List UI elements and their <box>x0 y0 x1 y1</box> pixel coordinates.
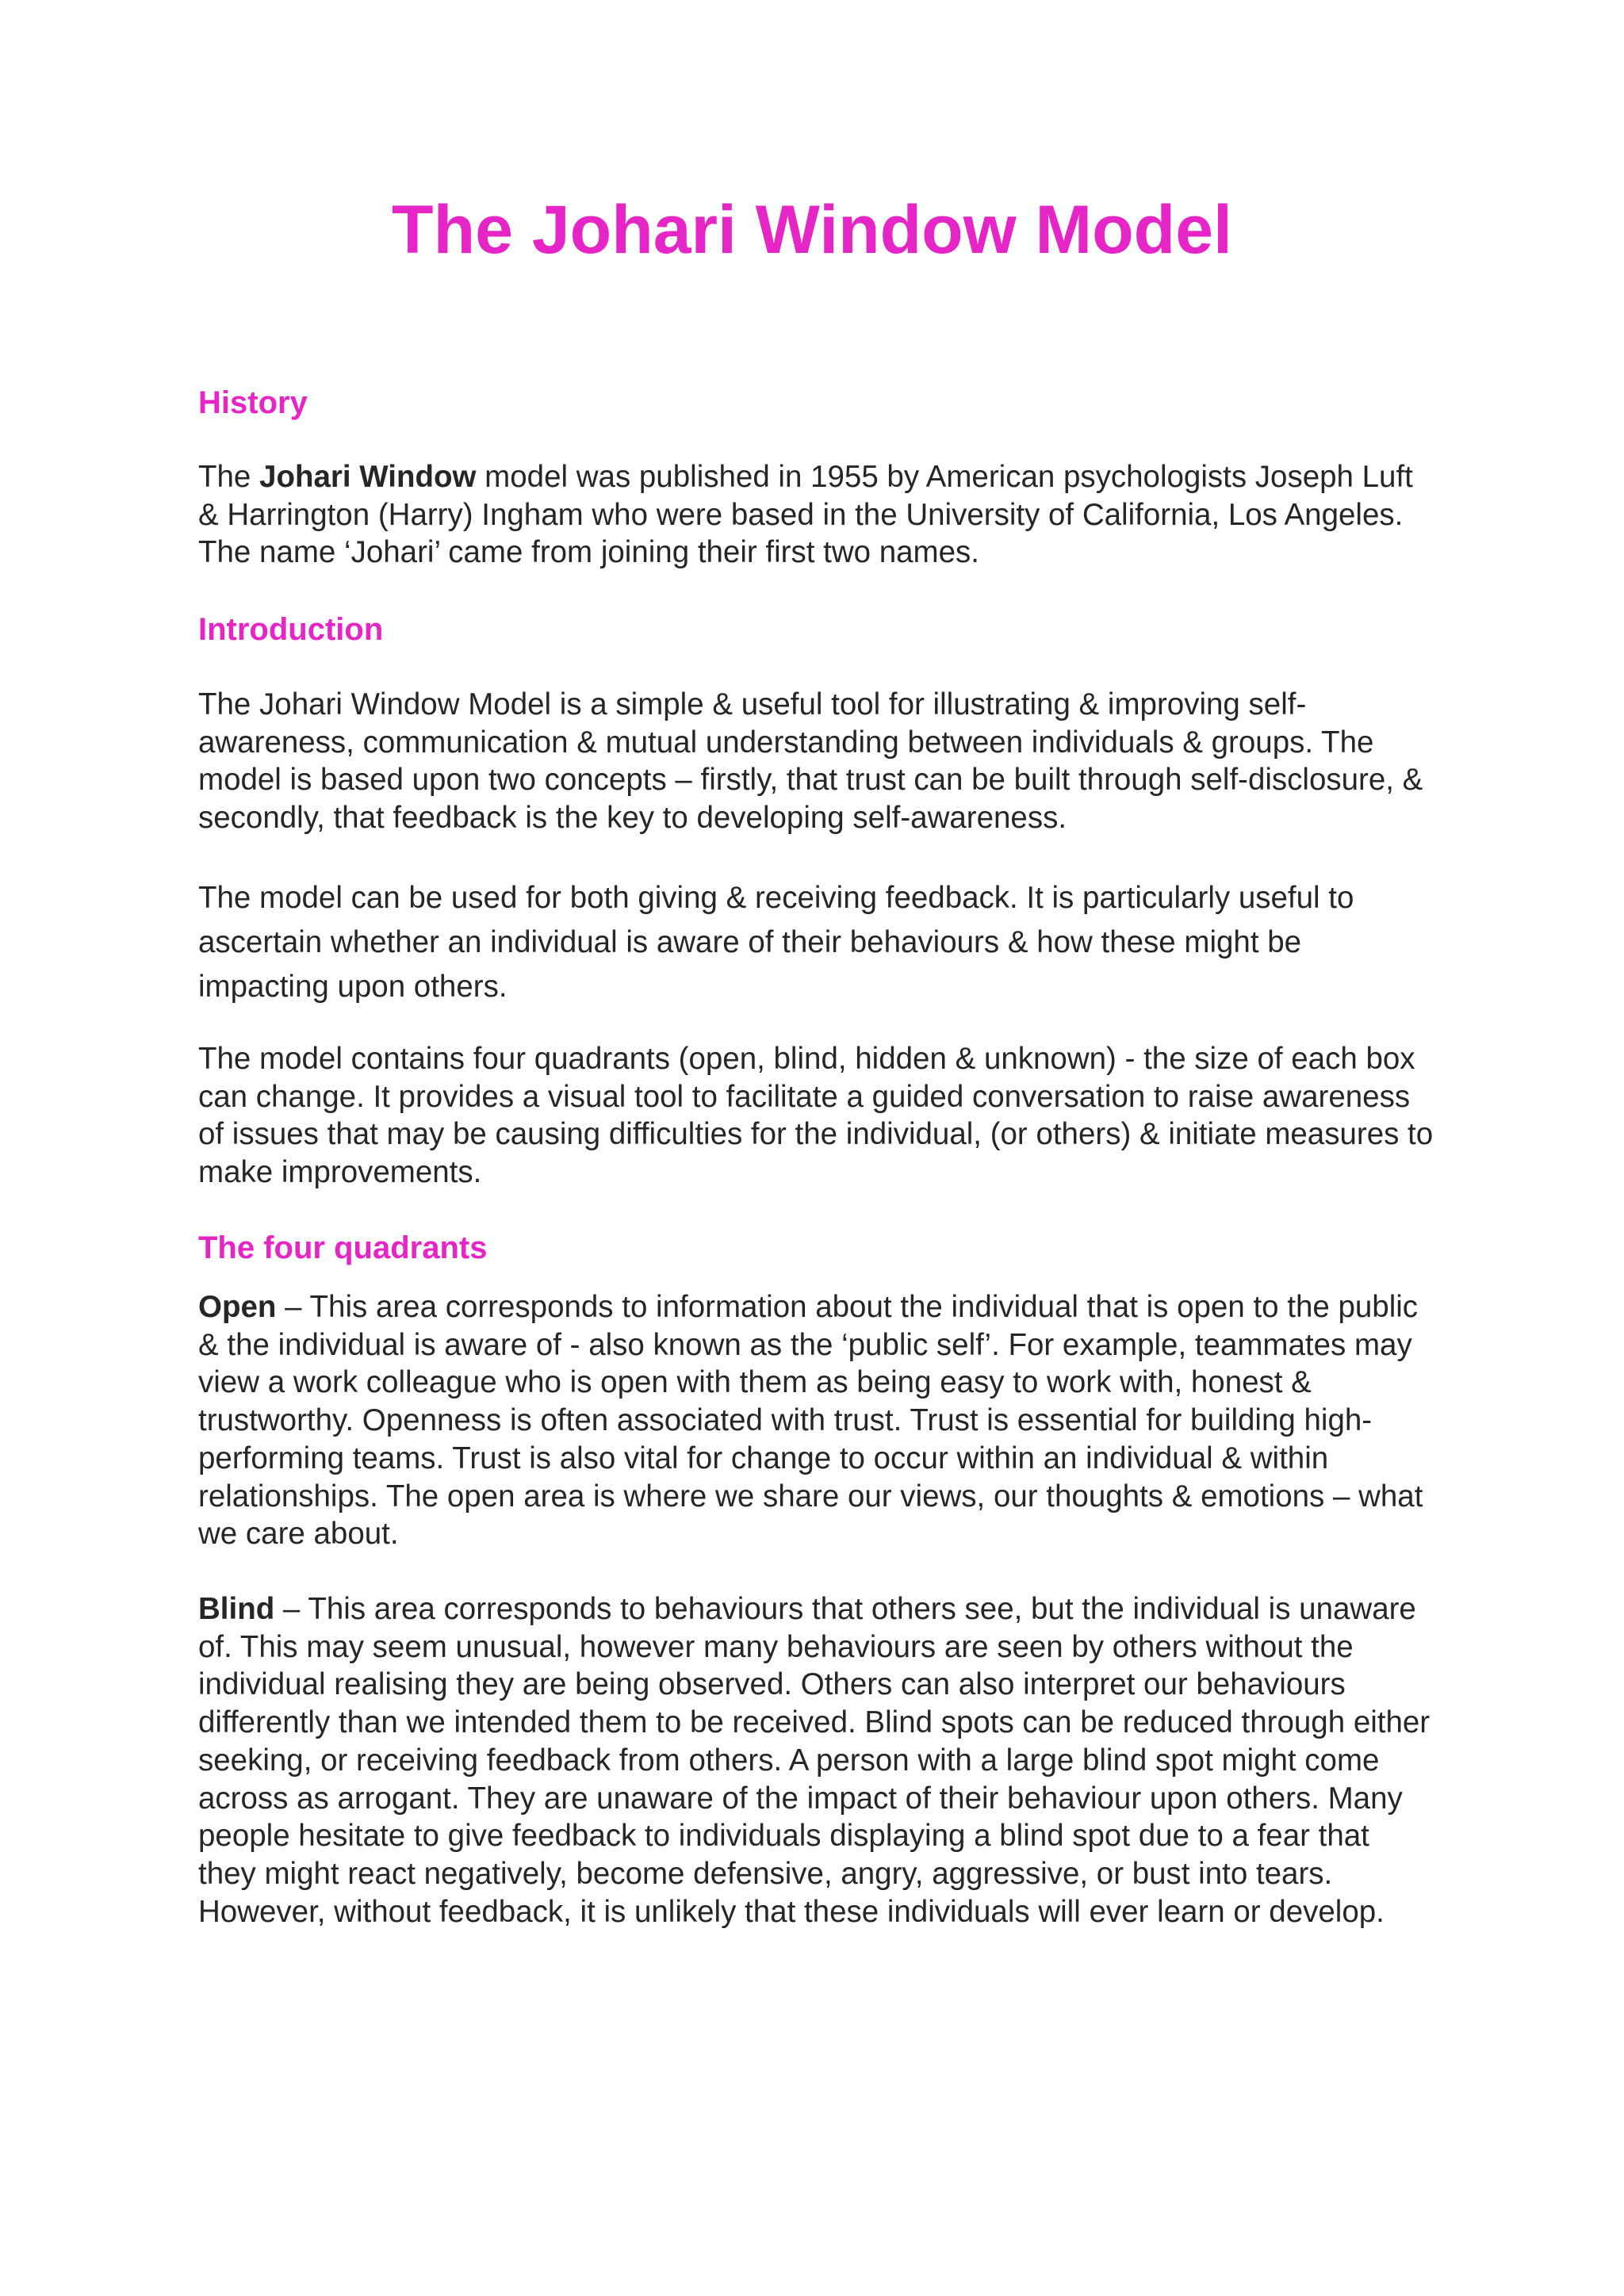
history-heading: History <box>198 385 308 420</box>
four-quadrants-heading: The four quadrants <box>198 1230 488 1265</box>
blind-quadrant-label: Blind <box>198 1592 275 1626</box>
history-paragraph <box>198 458 1435 572</box>
introduction-paragraph-1: The Johari Window Model is a simple & useful tool for illustrating & improving self-awareness, communication & mutual understanding between individuals & groups. The model is based upon two concepts – firstly, that trust can be built through self-disclosure, & secondly, that feedback is the key to developing self-awareness. <box>198 687 1423 836</box>
blind-quadrant-paragraph <box>198 1590 1435 1931</box>
blind-quadrant-text: – This area corresponds to behaviours that others see, but the individual is unaware of. This may seem unusual, however many behaviours are seen by others without the individual realising they are being observed. Others can also interpret our behaviours differently than we intended them to be received. Blind spots can be reduced through either seeking, or receiving feedback from others. A person with a large blind spot might come across as arrogant. They are unaware of the impact of their behaviour upon others. Many people hesitate to give feedback to individuals displaying a blind spot due to a fear that they might react negatively, become defensive, angry, aggressive, or bust into tears. However, without feedback, it is unlikely that these individuals will ever learn or develop. <box>198 1592 1431 1929</box>
page-title: The Johari Window Model <box>392 192 1232 268</box>
open-quadrant-label: Open <box>198 1290 277 1324</box>
open-quadrant-paragraph <box>198 1288 1435 1553</box>
introduction-heading: Introduction <box>198 612 384 647</box>
johari-window-term: Johari Window <box>259 460 477 494</box>
history-text-post: model was published in 1955 by American psychologists Joseph Luft & Harrington (Harry) Ingham who were based in the University of California, Los Angeles. The name ‘Johari’ came from joining their first two names. <box>198 460 1413 570</box>
history-text-pre: The <box>198 460 260 494</box>
open-quadrant-text: – This area corresponds to information about the individual that is open to the public & the individual is aware of - also known as the ‘public self’. For example, teammates may view a work colleague who is open with them as being easy to work with, honest & trustworthy. Openness is often associated with trust. Trust is essential for building high-performing teams. Trust is also vital for change to occur within an individual & within relationships. The open area is where we share our views, our thoughts & emotions – what we care about. <box>198 1290 1423 1552</box>
introduction-paragraph-2: The model can be used for both giving & receiving feedback. It is particularly useful to ascertain whether an individual is aware of their behaviours & how these might be impacting upon others. <box>198 881 1354 1004</box>
introduction-paragraph-3: The model contains four quadrants (open, blind, hidden & unknown) - the size of each box can change. It provides a visual tool to facilitate a guided conversation to raise awareness of issues that may be causing difficulties for the individual, (or others) & initiate measures to make improvements. <box>198 1042 1434 1190</box>
